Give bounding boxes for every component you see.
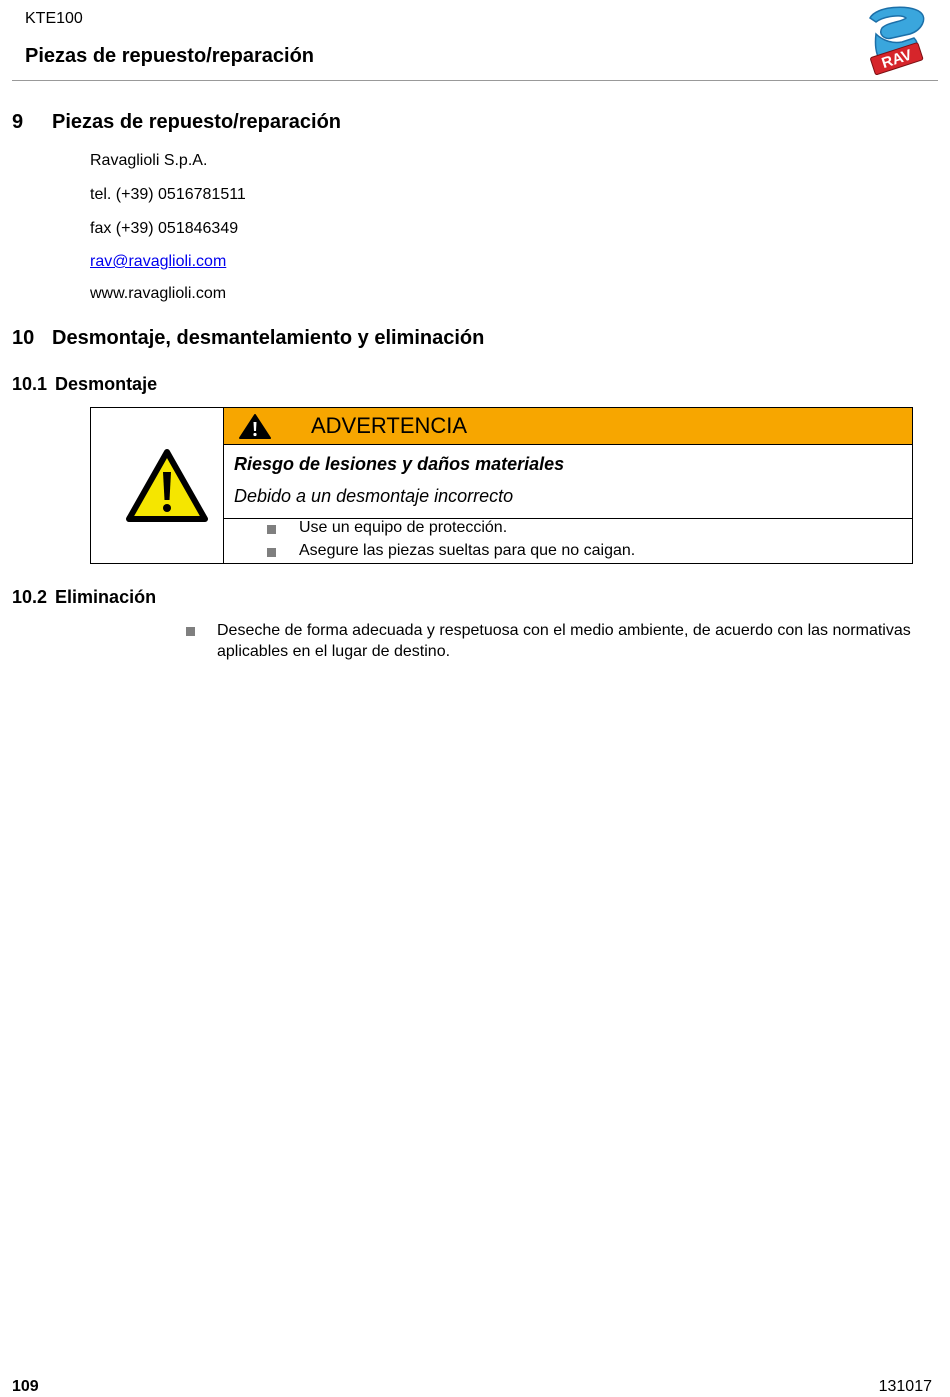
bullet-icon (186, 627, 195, 636)
bullet-icon (267, 525, 276, 534)
section-10-number: 10 (12, 327, 35, 349)
warning-item: Use un equipo de protección. (299, 519, 508, 536)
warning-small-icon (236, 412, 274, 441)
logo-text: RAV (879, 46, 914, 73)
section-10-1-title: Desmontaje (55, 374, 158, 394)
phone-number: tel. (+39) 0516781511 (90, 186, 246, 203)
section-10-2-title: Eliminación (55, 587, 157, 607)
header-divider (12, 80, 938, 81)
warning-triangle-icon (125, 448, 209, 524)
section-10-2-heading (12, 587, 156, 608)
website-text: www.ravaglioli.com (90, 285, 227, 302)
email-link[interactable]: rav@ravaglioli.com (90, 253, 227, 270)
bullet-icon (267, 548, 276, 557)
section-10-1-number: 10.1 (12, 374, 48, 394)
warning-header (224, 408, 912, 445)
warning-cause: Debido a un desmontaje incorrecto (234, 486, 514, 506)
company-name: Ravaglioli S.p.A. (90, 152, 208, 169)
section-9-number: 9 (12, 111, 24, 133)
rav-logo-icon (862, 4, 930, 76)
warning-item: Asegure las piezas sueltas para que no caigan. (299, 542, 636, 559)
page-number: 109 (12, 1378, 39, 1395)
warning-label: ADVERTENCIA (311, 413, 468, 438)
document-code: 131017 (878, 1378, 932, 1395)
header-model: KTE100 (25, 10, 83, 27)
section-10-1-heading (12, 374, 157, 395)
warning-risk: Riesgo de lesiones y daños materiales (234, 454, 565, 474)
section-10-2-number: 10.2 (12, 587, 48, 607)
fax-number: fax (+39) 051846349 (90, 220, 239, 237)
warning-icon-cell (91, 408, 224, 563)
disposal-instruction: Deseche de forma adecuada y respetuosa con el medio ambiente, de acuerdo con las normativas aplicables en el lugar de destino. (217, 622, 911, 660)
section-10-title: Desmontaje, desmantelamiento y eliminación (52, 327, 485, 349)
warning-box (90, 407, 913, 564)
section-9-title: Piezas de repuesto/reparación (52, 111, 342, 133)
header-title: Piezas de repuesto/reparación (25, 45, 315, 67)
